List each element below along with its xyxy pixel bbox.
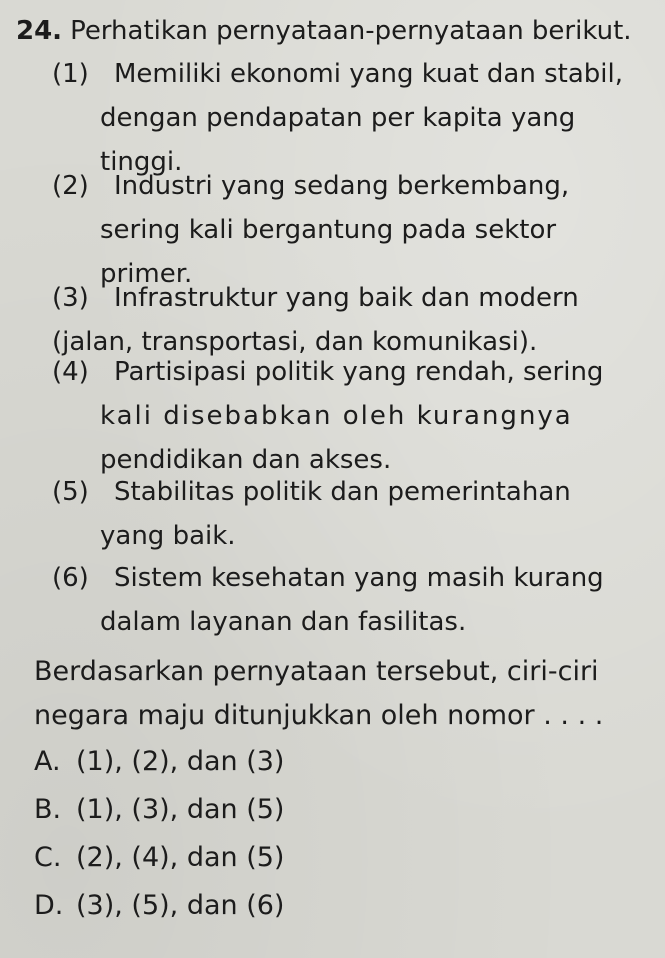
statement-number: (6)	[52, 563, 89, 593]
statement-line: kali disebabkan oleh kurangnya	[100, 401, 573, 431]
option-a[interactable]	[34, 738, 284, 786]
question-header	[16, 14, 632, 48]
option-letter: C.	[34, 842, 62, 873]
statement-4	[52, 350, 652, 482]
statement-6	[52, 556, 652, 644]
option-text: (1), (2), dan (3)	[76, 746, 285, 777]
statement-line: primer.	[100, 259, 193, 289]
statement-line: Industri yang sedang berkembang,	[114, 171, 570, 201]
question-stem	[34, 650, 603, 738]
statement-number: (3)	[52, 283, 89, 313]
option-b[interactable]	[34, 786, 284, 834]
stem-line: Berdasarkan pernyataan tersebut, ciri-ciri	[34, 656, 599, 687]
statement-number: (5)	[52, 477, 89, 507]
statement-line: Infrastruktur yang baik dan modern	[114, 283, 579, 313]
option-letter: A.	[34, 746, 61, 777]
option-letter: B.	[34, 794, 62, 825]
option-text: (2), (4), dan (5)	[76, 842, 285, 873]
statement-line: Memiliki ekonomi yang kuat dan stabil,	[114, 59, 623, 89]
statement-number: (2)	[52, 171, 89, 201]
statement-5	[52, 470, 652, 558]
statement-line: Stabilitas politik dan pemerintahan	[114, 477, 571, 507]
statement-line: Sistem kesehatan yang masih kurang	[114, 563, 604, 593]
statement-line: (jalan, transportasi, dan komunikasi).	[52, 327, 538, 357]
option-d[interactable]	[34, 882, 284, 930]
statement-line: Partisipasi politik yang rendah, sering	[114, 357, 604, 387]
question-number: 24.	[16, 16, 63, 46]
statement-line: pendidikan dan akses.	[100, 445, 392, 475]
statement-line: dengan pendapatan per kapita yang	[100, 103, 576, 133]
answer-options	[34, 738, 284, 930]
statement-line: yang baik.	[100, 521, 236, 551]
statement-line: dalam layanan dan fasilitas.	[100, 607, 467, 637]
stem-line: negara maju ditunjukkan oleh nomor . . . .	[34, 700, 604, 731]
option-c[interactable]	[34, 834, 284, 882]
statement-number: (4)	[52, 357, 89, 387]
option-text: (1), (3), dan (5)	[76, 794, 285, 825]
question-intro: Perhatikan pernyataan-pernyataan berikut.	[70, 16, 632, 46]
option-text: (3), (5), dan (6)	[76, 890, 285, 921]
statement-number: (1)	[52, 59, 89, 89]
option-letter: D.	[34, 890, 64, 921]
statement-line: tinggi.	[100, 147, 183, 177]
statement-line: sering kali bergantung pada sektor	[100, 215, 557, 245]
